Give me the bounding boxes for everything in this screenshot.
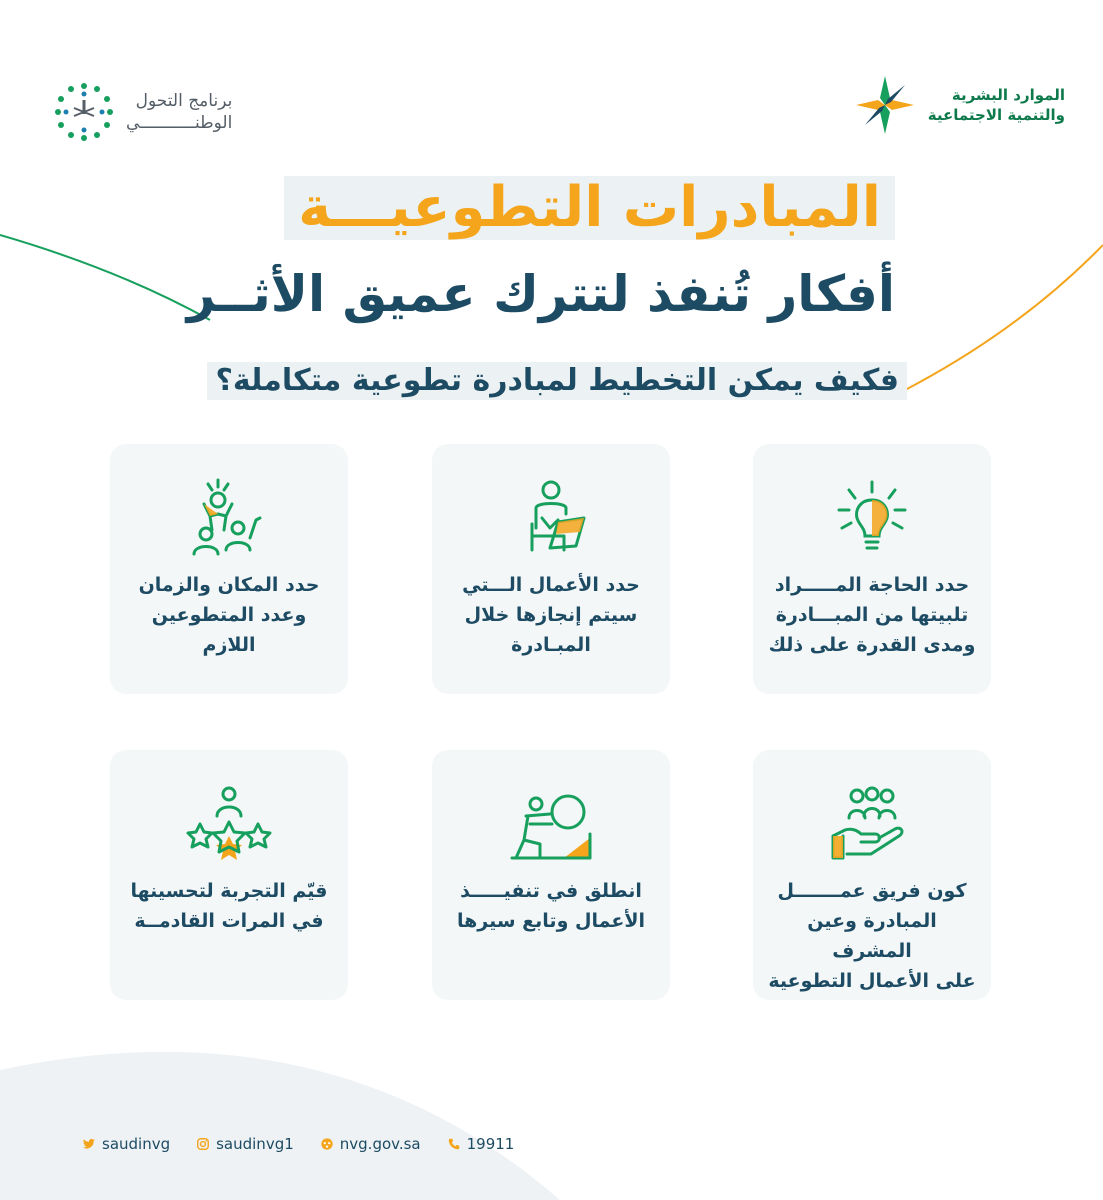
step-card-1-text: حدد الحاجة المـــــراد تلبيتها من المبـــادرة ومدى القدرة على ذلك <box>768 574 976 656</box>
footer-instagram[interactable] <box>196 1135 294 1153</box>
phone-number: 19911 <box>466 1135 515 1153</box>
vision-name-line2: الوطنـــــــــــي <box>126 113 233 133</box>
vision-name-line1: برنامج التحول <box>135 91 233 111</box>
ministry-logo <box>852 72 1065 138</box>
vision-emblem-icon <box>52 80 116 144</box>
page-subtitle: أفكار تُنفذ لتترك عميق الأثــر <box>186 265 895 323</box>
page-question: فكيف يمكن التخطيط لمبادرة تطوعية متكاملة؟ <box>207 362 907 400</box>
lightbulb-icon <box>827 478 917 558</box>
step-card-5 <box>432 750 670 1000</box>
footer-twitter[interactable] <box>82 1135 170 1153</box>
step-card-4 <box>753 750 991 1000</box>
instagram-handle: saudinvg1 <box>216 1135 294 1153</box>
step-card-3-text: حدد المكان والزمان وعدد المتطوعين اللازم <box>138 574 320 656</box>
website-url: nvg.gov.sa <box>339 1135 421 1153</box>
step-card-2-text: حدد الأعمال الـــتي سيتم إنجازها خلال المبـادرة <box>462 574 640 656</box>
rating-stars-icon <box>184 784 274 864</box>
step-card-1 <box>753 444 991 694</box>
ministry-name-line2: والتنمية الاجتماعية <box>927 106 1065 124</box>
footer-phone[interactable] <box>447 1135 515 1153</box>
phone-icon <box>447 1137 461 1151</box>
twitter-icon <box>82 1137 96 1151</box>
twitter-handle: saudinvg <box>102 1135 171 1153</box>
ministry-emblem-icon <box>852 72 918 138</box>
step-card-6-text: قيّم التجربة لتحسينها في المرات القادمــة <box>130 880 328 932</box>
step-card-4-text: كون فريق عمـــــــل المبادرة وعين المشرف على الأعمال التطوعية <box>768 880 976 992</box>
push-boulder-icon <box>506 784 596 864</box>
team-hand-icon <box>827 784 917 864</box>
people-group-icon <box>184 478 274 558</box>
footer-website[interactable] <box>320 1135 421 1153</box>
step-card-5-text: انطلق في تنفيـــــذ الأعمال وتابع سيرها <box>457 880 645 932</box>
step-card-2 <box>432 444 670 694</box>
vision-program-logo <box>52 80 232 144</box>
ministry-name-line1: الموارد البشرية <box>951 86 1065 104</box>
website-icon <box>320 1137 334 1151</box>
planning-person-icon <box>506 478 596 558</box>
footer-contacts <box>82 1135 514 1153</box>
page-title-block <box>284 176 895 240</box>
step-card-6 <box>110 750 348 1000</box>
page-title: المبادرات التطوعيـــة <box>284 176 895 240</box>
step-card-3 <box>110 444 348 694</box>
instagram-icon <box>196 1137 210 1151</box>
